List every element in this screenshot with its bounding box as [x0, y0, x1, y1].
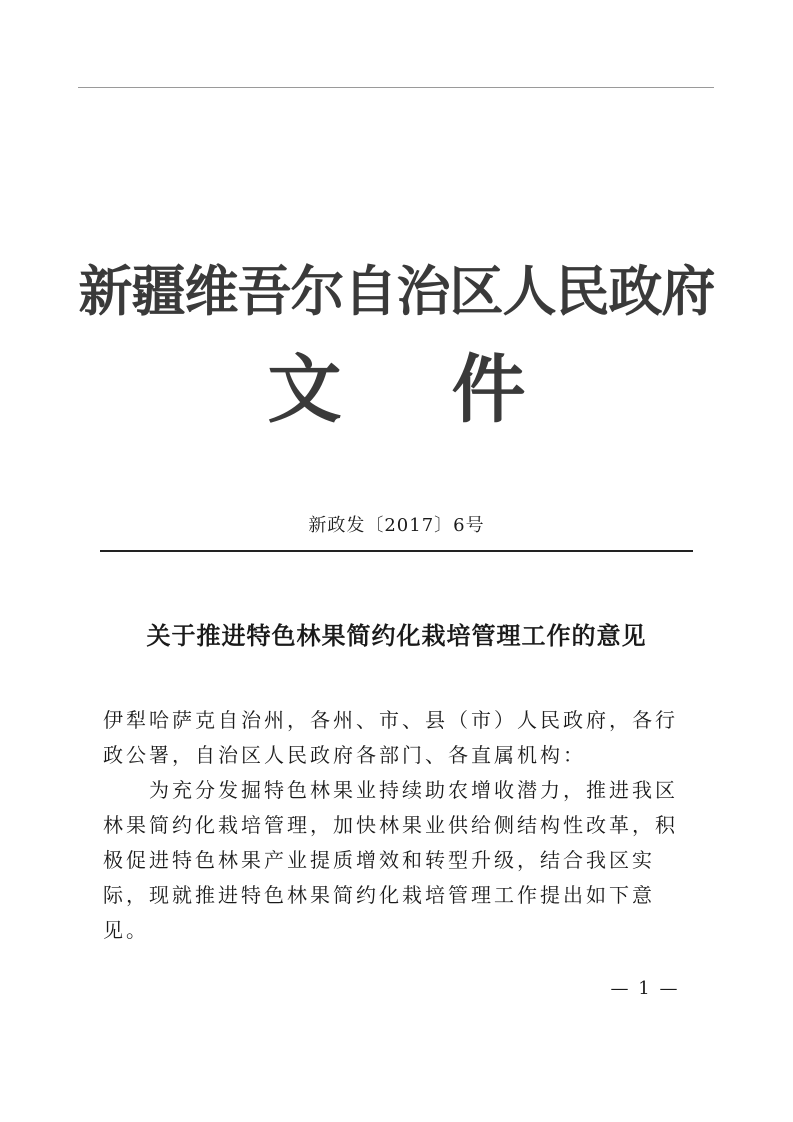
document-body	[103, 703, 693, 948]
issuer-header: 新疆维吾尔自治区人民政府	[78, 260, 715, 323]
top-divider	[78, 87, 714, 88]
page-number: — 1 —	[610, 978, 680, 999]
salutation: 伊犁哈萨克自治州，各州、市、县（市）人民政府，各行政公署，自治区人民政府各部门、各直属机构：	[103, 708, 678, 767]
document-title: 关于推进特色林果简约化栽培管理工作的意见	[146, 621, 647, 650]
document-type: 文件	[267, 347, 636, 433]
body-paragraph: 为充分发掘特色林果业持续助农增收潜力，推进我区林果简约化栽培管理，加快林果业供给侧结构性改革，积极促进特色林果产业提质增效和转型升级，结合我区实际，现就推进特色林果简约化栽培管理工作提出如下意见。	[103, 778, 678, 942]
document-number: 新政发〔2017〕6号	[308, 515, 485, 536]
header-divider	[100, 550, 693, 552]
